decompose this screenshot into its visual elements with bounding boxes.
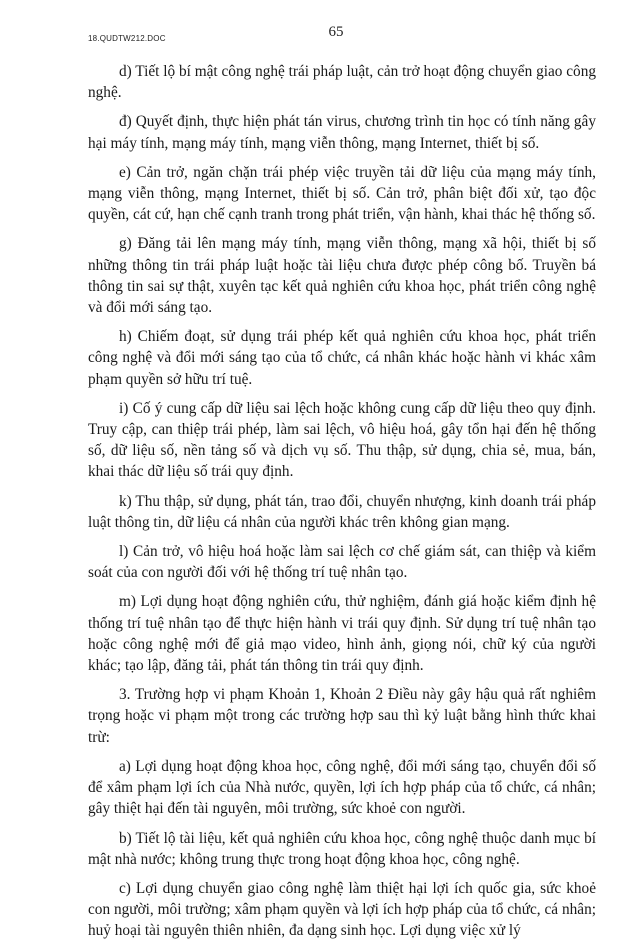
paragraph-e: e) Cản trở, ngăn chặn trái phép việc truyền tải dữ liệu của mạng máy tính, mạng viễn thông, mạng Internet, thiết bị số. Cản trở, phân biệt đối xử, tạo độc quyền, cát cứ, hạn chế cạnh tranh trong phát triển, vận hành, khai thác hệ thống số. bbox=[88, 163, 596, 224]
document-body bbox=[88, 61, 596, 950]
paragraph-i: i) Cố ý cung cấp dữ liệu sai lệch hoặc không cung cấp dữ liệu theo quy định. Truy cập, can thiệp trái phép, làm sai lệch, vô hiệu hoá, gây tổn hại đến hệ thống số, dữ liệu số, nền tảng số và dịch vụ số. Thu thập, sử dụng, chia sẻ, mua, bán, khai thác dữ liệu số trái quy định. bbox=[88, 399, 596, 481]
paragraph-g: g) Đăng tải lên mạng máy tính, mạng viễn thông, mạng xã hội, thiết bị số những thông tin trái pháp luật hoặc tài liệu chưa được phép công bố. Truyền bá thông tin sai sự thật, xuyên tạc kết quả nghiên cứu khoa học, phát triển công nghệ và đổi mới sáng tạo. bbox=[88, 235, 596, 317]
paragraph-m: m) Lợi dụng hoạt động nghiên cứu, thử nghiệm, đánh giá hoặc kiểm định hệ thống trí tuệ nhân tạo để thực hiện hành vi trái quy định. Sử dụng trí tuệ nhân tạo hoặc công nghệ mới để giả mạo video, hình ảnh, giọng nói, chữ ký của người khác; tạo lập, đăng tải, phát tán thông tin trái quy định. bbox=[88, 593, 596, 675]
document-filename: 18.QUDTW212.DOC bbox=[88, 34, 166, 43]
paragraph-a: a) Lợi dụng hoạt động khoa học, công nghệ, đổi mới sáng tạo, chuyển đổi số để xâm phạm lợi ích của Nhà nước, quyền, lợi ích hợp pháp của tổ chức, cá nhân; gây thiệt hại đến tài nguyên, môi trường, sức khoẻ con người. bbox=[88, 757, 596, 818]
paragraph-d: d) Tiết lộ bí mật công nghệ trái pháp luật, cản trở hoạt động chuyển giao công nghệ. bbox=[88, 63, 596, 102]
paragraph-dd: đ) Quyết định, thực hiện phát tán virus, chương trình tin học có tính năng gây hại máy tính, mạng máy tính, mạng viễn thông, mạng Internet, thiết bị số. bbox=[88, 113, 596, 152]
paragraph-b: b) Tiết lộ tài liệu, kết quả nghiên cứu khoa học, công nghệ thuộc danh mục bí mật nhà nước; không trung thực trong hoạt động khoa học, công nghệ. bbox=[88, 829, 596, 868]
paragraph-c: c) Lợi dụng chuyển giao công nghệ làm thiệt hại lợi ích quốc gia, sức khoẻ con người, môi trường; xâm phạm quyền và lợi ích hợp pháp của tổ chức, cá nhân; huỷ hoại tài nguyên thiên nhiên, đa dạng sinh học. Lợi dụng việc xử lý bbox=[88, 879, 596, 940]
paragraph-clause-3: 3. Trường hợp vi phạm Khoản 1, Khoản 2 Điều này gây hậu quả rất nghiêm trọng hoặc vi phạm một trong các trường hợp sau thì kỷ luật bằng hình thức khai trừ: bbox=[88, 686, 596, 746]
page-number: 65 bbox=[328, 24, 344, 40]
paragraph-l: l) Cản trở, vô hiệu hoá hoặc làm sai lệch cơ chế giám sát, can thiệp và kiểm soát của con người đối với hệ thống trí tuệ nhân tạo. bbox=[88, 543, 596, 582]
paragraph-h: h) Chiếm đoạt, sử dụng trái phép kết quả nghiên cứu khoa học, phát triển công nghệ và đổi mới sáng tạo của tổ chức, cá nhân khác hoặc hành vi khác xâm phạm quyền sở hữu trí tuệ. bbox=[88, 328, 596, 388]
paragraph-k: k) Thu thập, sử dụng, phát tán, trao đổi, chuyển nhượng, kinh doanh trái pháp luật thông tin, dữ liệu cá nhân của người khác trên không gian mạng. bbox=[88, 492, 596, 531]
